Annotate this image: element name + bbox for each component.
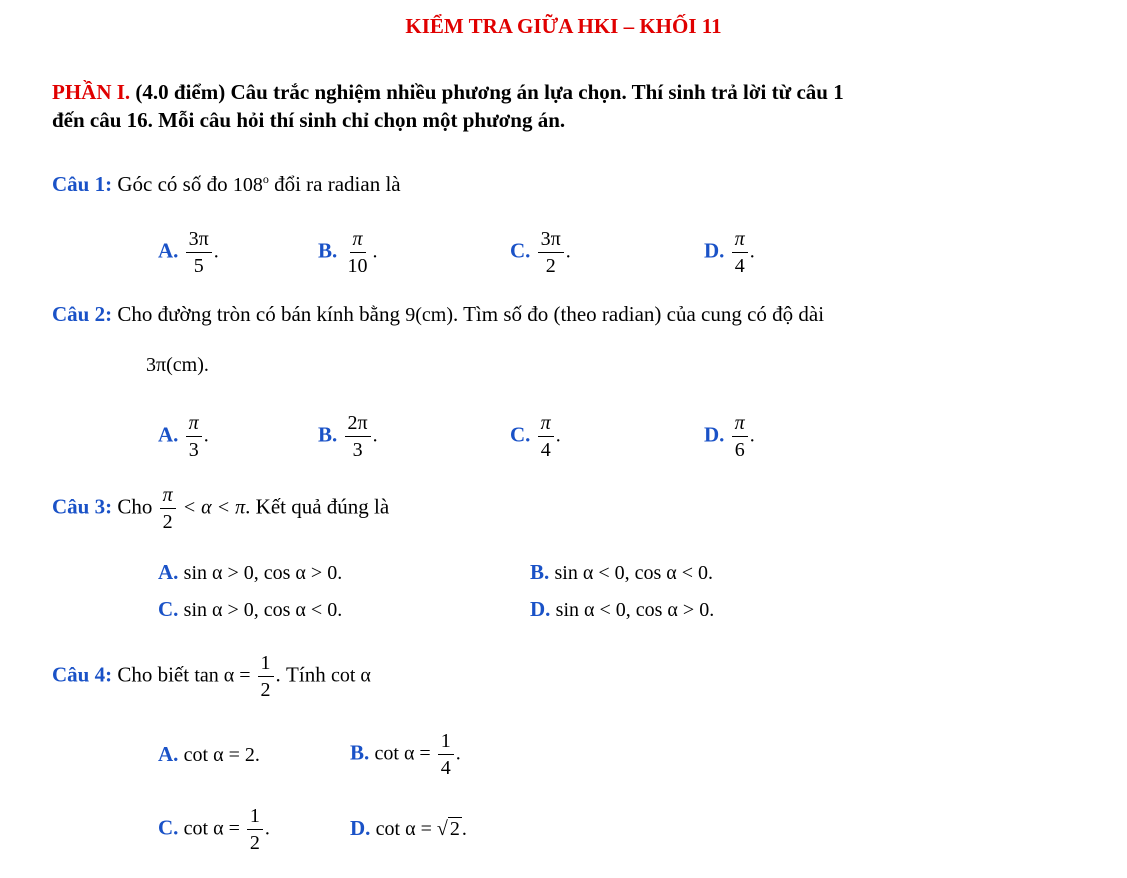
question-4 — [52, 652, 371, 701]
question-1-label: Câu 1: — [52, 172, 113, 196]
question-3 — [52, 484, 389, 533]
option-label: D. — [350, 816, 371, 840]
fraction-numerator: π — [732, 228, 748, 253]
fraction-numerator: π — [538, 412, 554, 437]
option-label: B. — [350, 740, 370, 765]
q2-option-c[interactable]: C. $\frac{\pi}{4}$ . — [510, 412, 561, 461]
fraction-denominator: 2 — [162, 511, 173, 533]
question-3-text: Cho — [112, 494, 158, 519]
fraction-numerator: π — [732, 412, 748, 437]
q2-option-a[interactable]: A. $\frac{\pi}{3}$ . — [158, 412, 209, 461]
cot-target: cot α — [330, 664, 371, 687]
part-label: PHẦN I. — [52, 80, 131, 104]
q1-option-c[interactable]: C. $\frac{3\pi}{2}$ . — [510, 228, 571, 277]
question-2-label: Câu 2: — [52, 302, 113, 326]
option-label: D. — [530, 597, 551, 621]
fraction-denominator: 2 — [260, 679, 271, 701]
fraction-numerator: 1 — [258, 652, 274, 677]
question-1 — [52, 172, 401, 197]
sqrt-symbol: √ — [436, 818, 448, 840]
fraction-denominator: 4 — [540, 439, 551, 461]
question-2 — [52, 302, 824, 327]
option-expression: cot α = 2. — [183, 744, 260, 766]
fraction-denominator: 6 — [734, 439, 745, 461]
option-expression: cot α = — [375, 818, 437, 840]
option-label: A. — [158, 560, 179, 584]
option-label: B. — [318, 422, 338, 447]
q1-option-b[interactable]: B. $\frac{\pi}{10}$ . — [318, 228, 378, 277]
fraction-denominator: 5 — [193, 255, 204, 277]
q4-option-a[interactable] — [158, 742, 260, 767]
q4-option-c[interactable]: C. cot α = $\frac{1}{2}$ . — [158, 805, 270, 854]
option-label: B. — [530, 560, 550, 584]
question-3-text-end: . Kết quả đúng là — [245, 494, 390, 519]
fraction-denominator: 2 — [249, 832, 260, 854]
question-1-text: Góc có số đo — [112, 172, 233, 196]
q4-option-d[interactable]: D. cot α = √ 2 . — [350, 816, 467, 840]
q3-option-b[interactable] — [530, 560, 713, 585]
question-2-text-end: . Tìm số đo (theo radian) của cung có độ dài — [452, 302, 825, 326]
option-label: C. — [510, 238, 531, 263]
option-label: C. — [158, 597, 179, 621]
part-header — [52, 78, 844, 134]
fraction-numerator: 1 — [247, 805, 263, 830]
option-label: C. — [510, 422, 531, 447]
option-label: D. — [704, 422, 725, 447]
q3-option-c[interactable] — [158, 597, 342, 622]
arc-length: 3π(cm). — [146, 354, 209, 376]
q3-option-a[interactable] — [158, 560, 342, 585]
option-expression: sin α < 0, cos α < 0. — [554, 562, 714, 584]
fraction-numerator: π — [186, 412, 202, 437]
question-4-label: Câu 4: — [52, 662, 113, 687]
exam-title: KIỂM TRA GIỮA HKI – KHỐI 11 — [405, 14, 722, 38]
sqrt-radicand: 2 — [449, 818, 460, 840]
q3-option-d[interactable] — [530, 597, 714, 622]
option-label: A. — [158, 238, 179, 263]
q1-option-a[interactable]: A. $\frac{3\pi}{5}$ . — [158, 228, 219, 277]
option-expression: sin α > 0, cos α < 0. — [183, 599, 343, 621]
question-4-text: Cho biết — [112, 662, 195, 687]
fraction-denominator: 3 — [188, 439, 199, 461]
inequality: < α < π — [177, 496, 246, 519]
part-line1: (4.0 điểm) Câu trắc nghiệm nhiều phương án lựa chọn. Thí sinh trả lời từ câu 1 — [130, 80, 844, 104]
option-label: A. — [158, 422, 179, 447]
fraction-denominator: 2 — [545, 255, 556, 277]
option-label: C. — [158, 815, 179, 840]
fraction-numerator: π — [350, 228, 366, 253]
question-3-label: Câu 3: — [52, 494, 113, 519]
fraction-denominator: 3 — [352, 439, 363, 461]
fraction-denominator: 4 — [734, 255, 745, 277]
radius-value: 9(cm) — [405, 304, 453, 326]
fraction-numerator: 3π — [538, 228, 564, 253]
q2-option-d[interactable]: D. $\frac{\pi}{6}$ . — [704, 412, 755, 461]
part-line2: đến câu 16. Mỗi câu hỏi thí sinh chỉ chọn một phương án. — [52, 108, 566, 132]
fraction-numerator: π — [160, 484, 176, 509]
fraction-denominator: 10 — [347, 255, 368, 277]
option-label: A. — [158, 742, 179, 766]
q2-option-b[interactable]: B. $\frac{2\pi}{3}$ . — [318, 412, 378, 461]
question-2-text: Cho đường tròn có bán kính bằng — [112, 302, 406, 326]
fraction-numerator: 1 — [438, 730, 454, 755]
q4-option-b[interactable]: B. cot α = $\frac{1}{4}$ . — [350, 730, 461, 779]
option-expression: cot α = — [183, 817, 245, 840]
option-expression: cot α = — [374, 742, 436, 765]
fraction-numerator: 3π — [186, 228, 212, 253]
fraction-numerator: 2π — [345, 412, 371, 437]
degree-value: 108 — [232, 174, 263, 196]
q1-option-d[interactable]: D. $\frac{\pi}{4}$ . — [704, 228, 755, 277]
degree-symbol: o — [262, 172, 269, 186]
option-label: D. — [704, 238, 725, 263]
question-4-text-end: . Tính — [275, 662, 331, 687]
option-label: B. — [318, 238, 338, 263]
option-expression: sin α > 0, cos α > 0. — [183, 562, 343, 584]
fraction-denominator: 4 — [440, 757, 451, 779]
question-1-text-end: đổi ra radian là — [268, 172, 401, 196]
option-expression: sin α < 0, cos α > 0. — [555, 599, 715, 621]
tan-expression: tan α = — [194, 664, 256, 687]
